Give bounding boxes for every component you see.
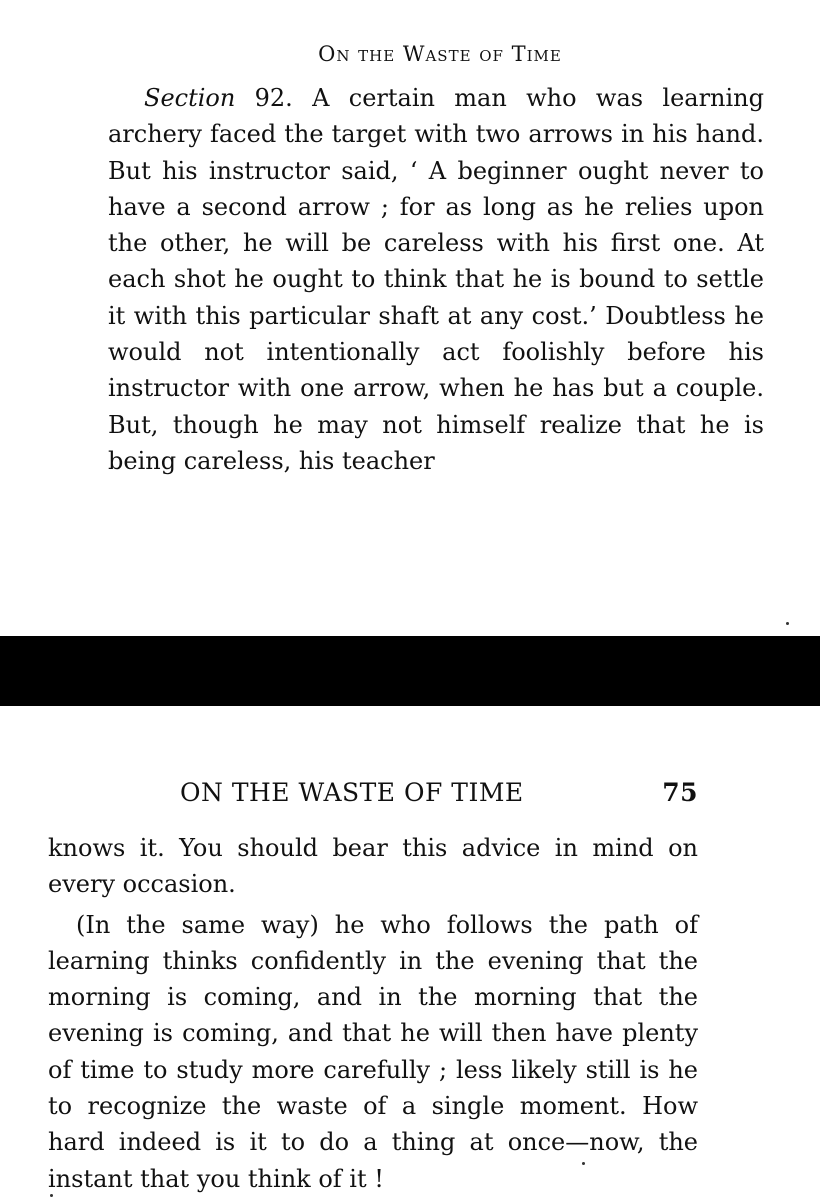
running-head-bottom bbox=[48, 778, 698, 810]
top-paragraph-text: A certain man who was learning archery faced the target with two arrows in his hand. But his instructor said, ‘ A beginner ought never to have a second arrow ; for as long as he relies upon the other, he will be careless with his first one. At each shot he ought to think that he is bound to settle it with this particular shaft at any cost.’ Doubtless he would not intentionally act foolishly before his instructor with one arrow, when he has but a couple. But, though he may not himself realize that he is being careless, his teacher bbox=[108, 84, 765, 475]
page-divider-band bbox=[0, 636, 820, 706]
running-head-title: ON THE WASTE OF TIME bbox=[180, 778, 524, 807]
speck-mark bbox=[582, 1162, 585, 1165]
top-body-text bbox=[108, 80, 764, 479]
bottom-body-text bbox=[48, 830, 698, 1197]
section-number: 92. bbox=[254, 84, 293, 112]
bottom-paragraph-2: (In the same way) he who follows the path of learning thinks confidently in the evening that the morning is coming, and in the morning that the evening is coming, and that he will then have plenty of time to study more carefully ; less likely still is he to recognize the waste of a single moment. How hard indeed is it to do a thing at once—now, the instant that you think of it ! bbox=[48, 910, 698, 1193]
running-head-top: On the Waste of Time bbox=[318, 42, 562, 66]
bottom-page bbox=[0, 706, 820, 1200]
section-label: Section bbox=[144, 84, 236, 112]
top-paragraph bbox=[108, 80, 764, 479]
page-number: 75 bbox=[662, 778, 698, 807]
speck-mark bbox=[50, 1194, 53, 1197]
speck-mark bbox=[786, 622, 789, 625]
bottom-paragraph-1: knows it. You should bear this advice in mind on every occasion. bbox=[48, 834, 698, 899]
